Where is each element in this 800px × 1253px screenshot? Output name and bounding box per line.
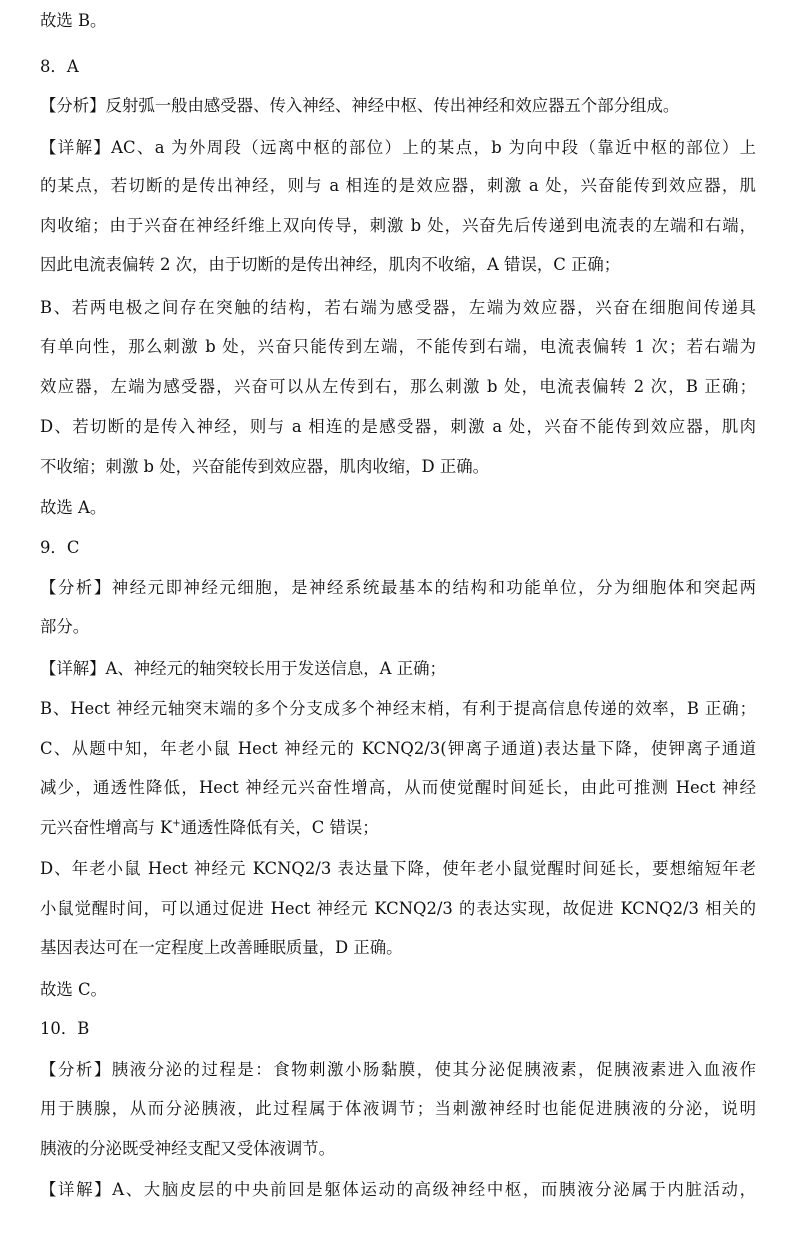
text-line: 【详解】A、神经元的轴突较长用于发送信息，A 正确； <box>40 659 446 678</box>
text-line: 不收缩；刺激 b 处，兴奋能传到效应器，肌肉收缩，D 正确。 <box>40 457 490 476</box>
text-line: 故选 A。 <box>40 498 107 517</box>
text-line: 【分析】神经元即神经元细胞，是神经系统最基本的结构和功能单位，分为细胞体和突起两 <box>40 578 756 597</box>
superscript: + <box>172 818 181 829</box>
text-line: 故选 C。 <box>40 980 107 999</box>
text-segment: 通透性降低有关，C 错误； <box>180 818 379 837</box>
text-line: 效应器，左端为感受器，兴奋可以从左传到右，那么刺激 b 处，电流表偏转 2 次，B 正确； <box>40 377 756 396</box>
text-line: B、若两电极之间存在突触的结构，若右端为感受器，左端为效应器，兴奋在细胞间传递具 <box>40 298 756 317</box>
text-line: 减少，通透性降低，Hect 神经元兴奋性增高，从而使觉醒时间延长，由此可推测 Hect 神经 <box>40 778 756 797</box>
text-line: 【分析】胰液分泌的过程是：食物刺激小肠黏膜，使其分泌促胰液素，促胰液素进入血液作 <box>40 1060 756 1079</box>
question-number: 9．C <box>40 538 80 557</box>
text-line: 肉收缩；由于兴奋在神经纤维上双向传导，刺激 b 处，兴奋先后传递到电流表的左端和右端， <box>40 216 756 235</box>
question-number: 10．B <box>40 1019 90 1038</box>
text-line: 小鼠觉醒时间，可以通过促进 Hect 神经元 KCNQ2/3 的表达实现，故促进 KCNQ2/3 相关的 <box>40 899 756 918</box>
text-line: D、若切断的是传入神经，则与 a 相连的是感受器，刺激 a 处，兴奋不能传到效应器，肌肉 <box>40 417 756 436</box>
text-line: 部分。 <box>40 617 90 636</box>
text-line: 用于胰腺，从而分泌胰液，此过程属于体液调节；当刺激神经时也能促进胰液的分泌，说明 <box>40 1099 756 1118</box>
text-line: 【详解】A、大脑皮层的中央前回是躯体运动的高级神经中枢，而胰液分泌属于内脏活动， <box>40 1180 756 1199</box>
text-line: 故选 B。 <box>40 11 107 30</box>
text-line: 因此电流表偏转 2 次，由于切断的是传出神经，肌肉不收缩，A 错误，C 正确； <box>40 255 621 274</box>
text-line: 基因表达可在一定程度上改善睡眠质量，D 正确。 <box>40 938 403 957</box>
text-line: 胰液的分泌既受神经支配又受体液调节。 <box>40 1139 336 1158</box>
text-line: B、Hect 神经元轴突末端的多个分支成多个神经末梢，有利于提高信息传递的效率，B 正确； <box>40 699 756 718</box>
text-line <box>40 815 379 841</box>
text-line: 的某点，若切断的是传出神经，则与 a 相连的是效应器，刺激 a 处，兴奋能传到效应器，肌 <box>40 176 756 195</box>
text-line: 【详解】AC、a 为外周段（远离中枢的部位）上的某点，b 为向中段（靠近中枢的部位）上 <box>40 138 756 157</box>
text-line: D、年老小鼠 Hect 神经元 KCNQ2/3 表达量下降，使年老小鼠觉醒时间延长，要想缩短年老 <box>40 859 756 878</box>
text-line: C、从题中知，年老小鼠 Hect 神经元的 KCNQ2/3(钾离子通道)表达量下降，使钾离子通道 <box>40 739 756 758</box>
text-segment: 元兴奋性增高与 K <box>40 818 173 837</box>
text-line: 【分析】反射弧一般由感受器、传入神经、神经中枢、传出神经和效应器五个部分组成。 <box>40 96 680 115</box>
text-line: 有单向性，那么刺激 b 处，兴奋只能传到左端，不能传到右端，电流表偏转 1 次；若右端为 <box>40 337 756 356</box>
question-number: 8．A <box>40 57 79 76</box>
